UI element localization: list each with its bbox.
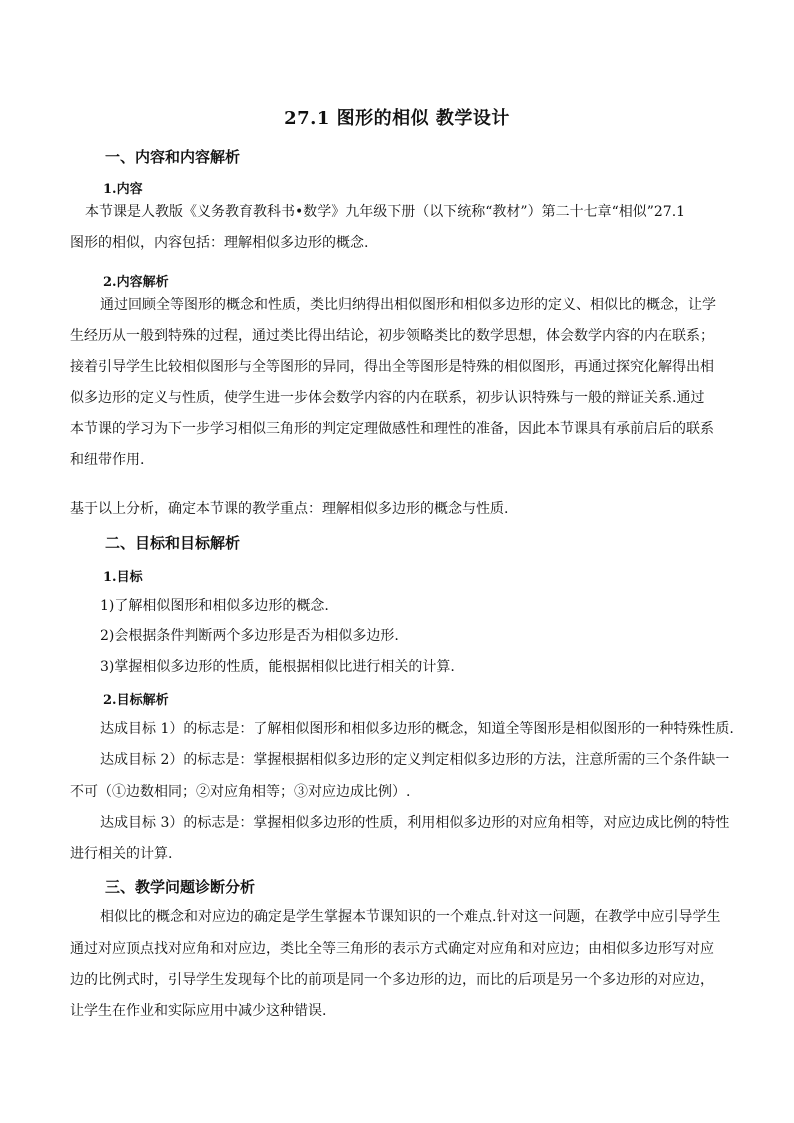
goal-analysis-line: 不可（①边数相同；②对应角相等；③对应边成比例）. [70, 784, 411, 800]
analysis-line: 生经历从一般到特殊的过程，通过类比得出结论，初步领略类比的数学思想，体会数学内容的内在联系； [70, 328, 714, 344]
goal-analysis-line: 达成目标 3）的标志是：掌握相似多边形的性质，利用相似多边形的对应角相等，对应边成比例的特性 [100, 815, 730, 831]
subheading-content: 1.内容 [103, 182, 143, 197]
content-paragraph [70, 197, 735, 259]
section-heading-diagnosis: 三、教学问题诊断分析 [105, 878, 256, 896]
analysis-line: 接着引导学生比较相似图形与全等图形的异同，得出全等图形是特殊的相似图形，再通过探究化解得出相 [70, 359, 714, 375]
goal-item: 3)掌握相似多边形的性质，能根据相似比进行相关的计算. [100, 659, 455, 675]
diagnosis-line: 让学生在作业和实际应用中减少这种错误. [70, 1003, 327, 1019]
content-line: 本节课是人教版《义务教育教科书•数学》九年级下册（以下统称“教材”）第二十七章“相似”27.1 [85, 204, 686, 220]
goal-item: 1)了解相似图形和相似多边形的概念. [100, 598, 329, 614]
diagnosis-line: 通过对应顶点找对应角和对应边，类比全等三角形的表示方式确定对应角和对应边；由相似多边形写对应 [70, 941, 714, 957]
analysis-line: 本节课的学习为下一步学习相似三角形的判定定理做感性和理性的准备，因此本节课具有承前启后的联系 [70, 421, 714, 437]
subheading-goals-analysis: 2.目标解析 [103, 693, 169, 708]
diagnosis-line: 边的比例式时，引导学生发现每个比的前项是同一个多边形的边，而比的后项是另一个多边形的对应边， [70, 972, 714, 988]
section-heading-goals: 二、目标和目标解析 [105, 534, 241, 552]
analysis-line: 通过回顾全等图形的概念和性质，类比归纳得出相似图形和相似多边形的定义、相似比的概念，让学 [100, 297, 716, 313]
subheading-goals: 1.目标 [103, 570, 143, 585]
diagnosis-line: 相似比的概念和对应边的确定是学生掌握本节课知识的一个难点.针对这一问题，在教学中应引导学生 [100, 909, 721, 925]
analysis-paragraph [70, 290, 740, 476]
goal-analysis-line: 达成目标 2）的标志是：掌握根据相似多边形的定义判定相似多边形的方法，注意所需的三个条件缺一 [100, 752, 730, 768]
analysis-line: 似多边形的定义与性质，使学生进一步体会数学内容的内在联系，初步认识特殊与一般的辩证关系.通过 [70, 390, 705, 406]
goal-item: 2)会根据条件判断两个多边形是否为相似多边形. [100, 628, 399, 644]
goal-analysis-line: 达成目标 1）的标志是：了解相似图形和相似多边形的概念，知道全等图形是相似图形的一种特殊性质. [100, 721, 734, 737]
teaching-focus: 基于以上分析，确定本节课的教学重点：理解相似多边形的概念与性质. [70, 501, 509, 517]
content-line: 图形的相似，内容包括：理解相似多边形的概念. [70, 235, 369, 251]
page-title: 27.1 图形的相似 教学设计 [284, 108, 510, 129]
subheading-content-analysis: 2.内容解析 [103, 275, 169, 290]
section-heading-content: 一、内容和内容解析 [105, 148, 241, 166]
goal-analysis-line: 进行相关的计算. [70, 846, 173, 862]
analysis-line: 和纽带作用. [70, 452, 145, 468]
